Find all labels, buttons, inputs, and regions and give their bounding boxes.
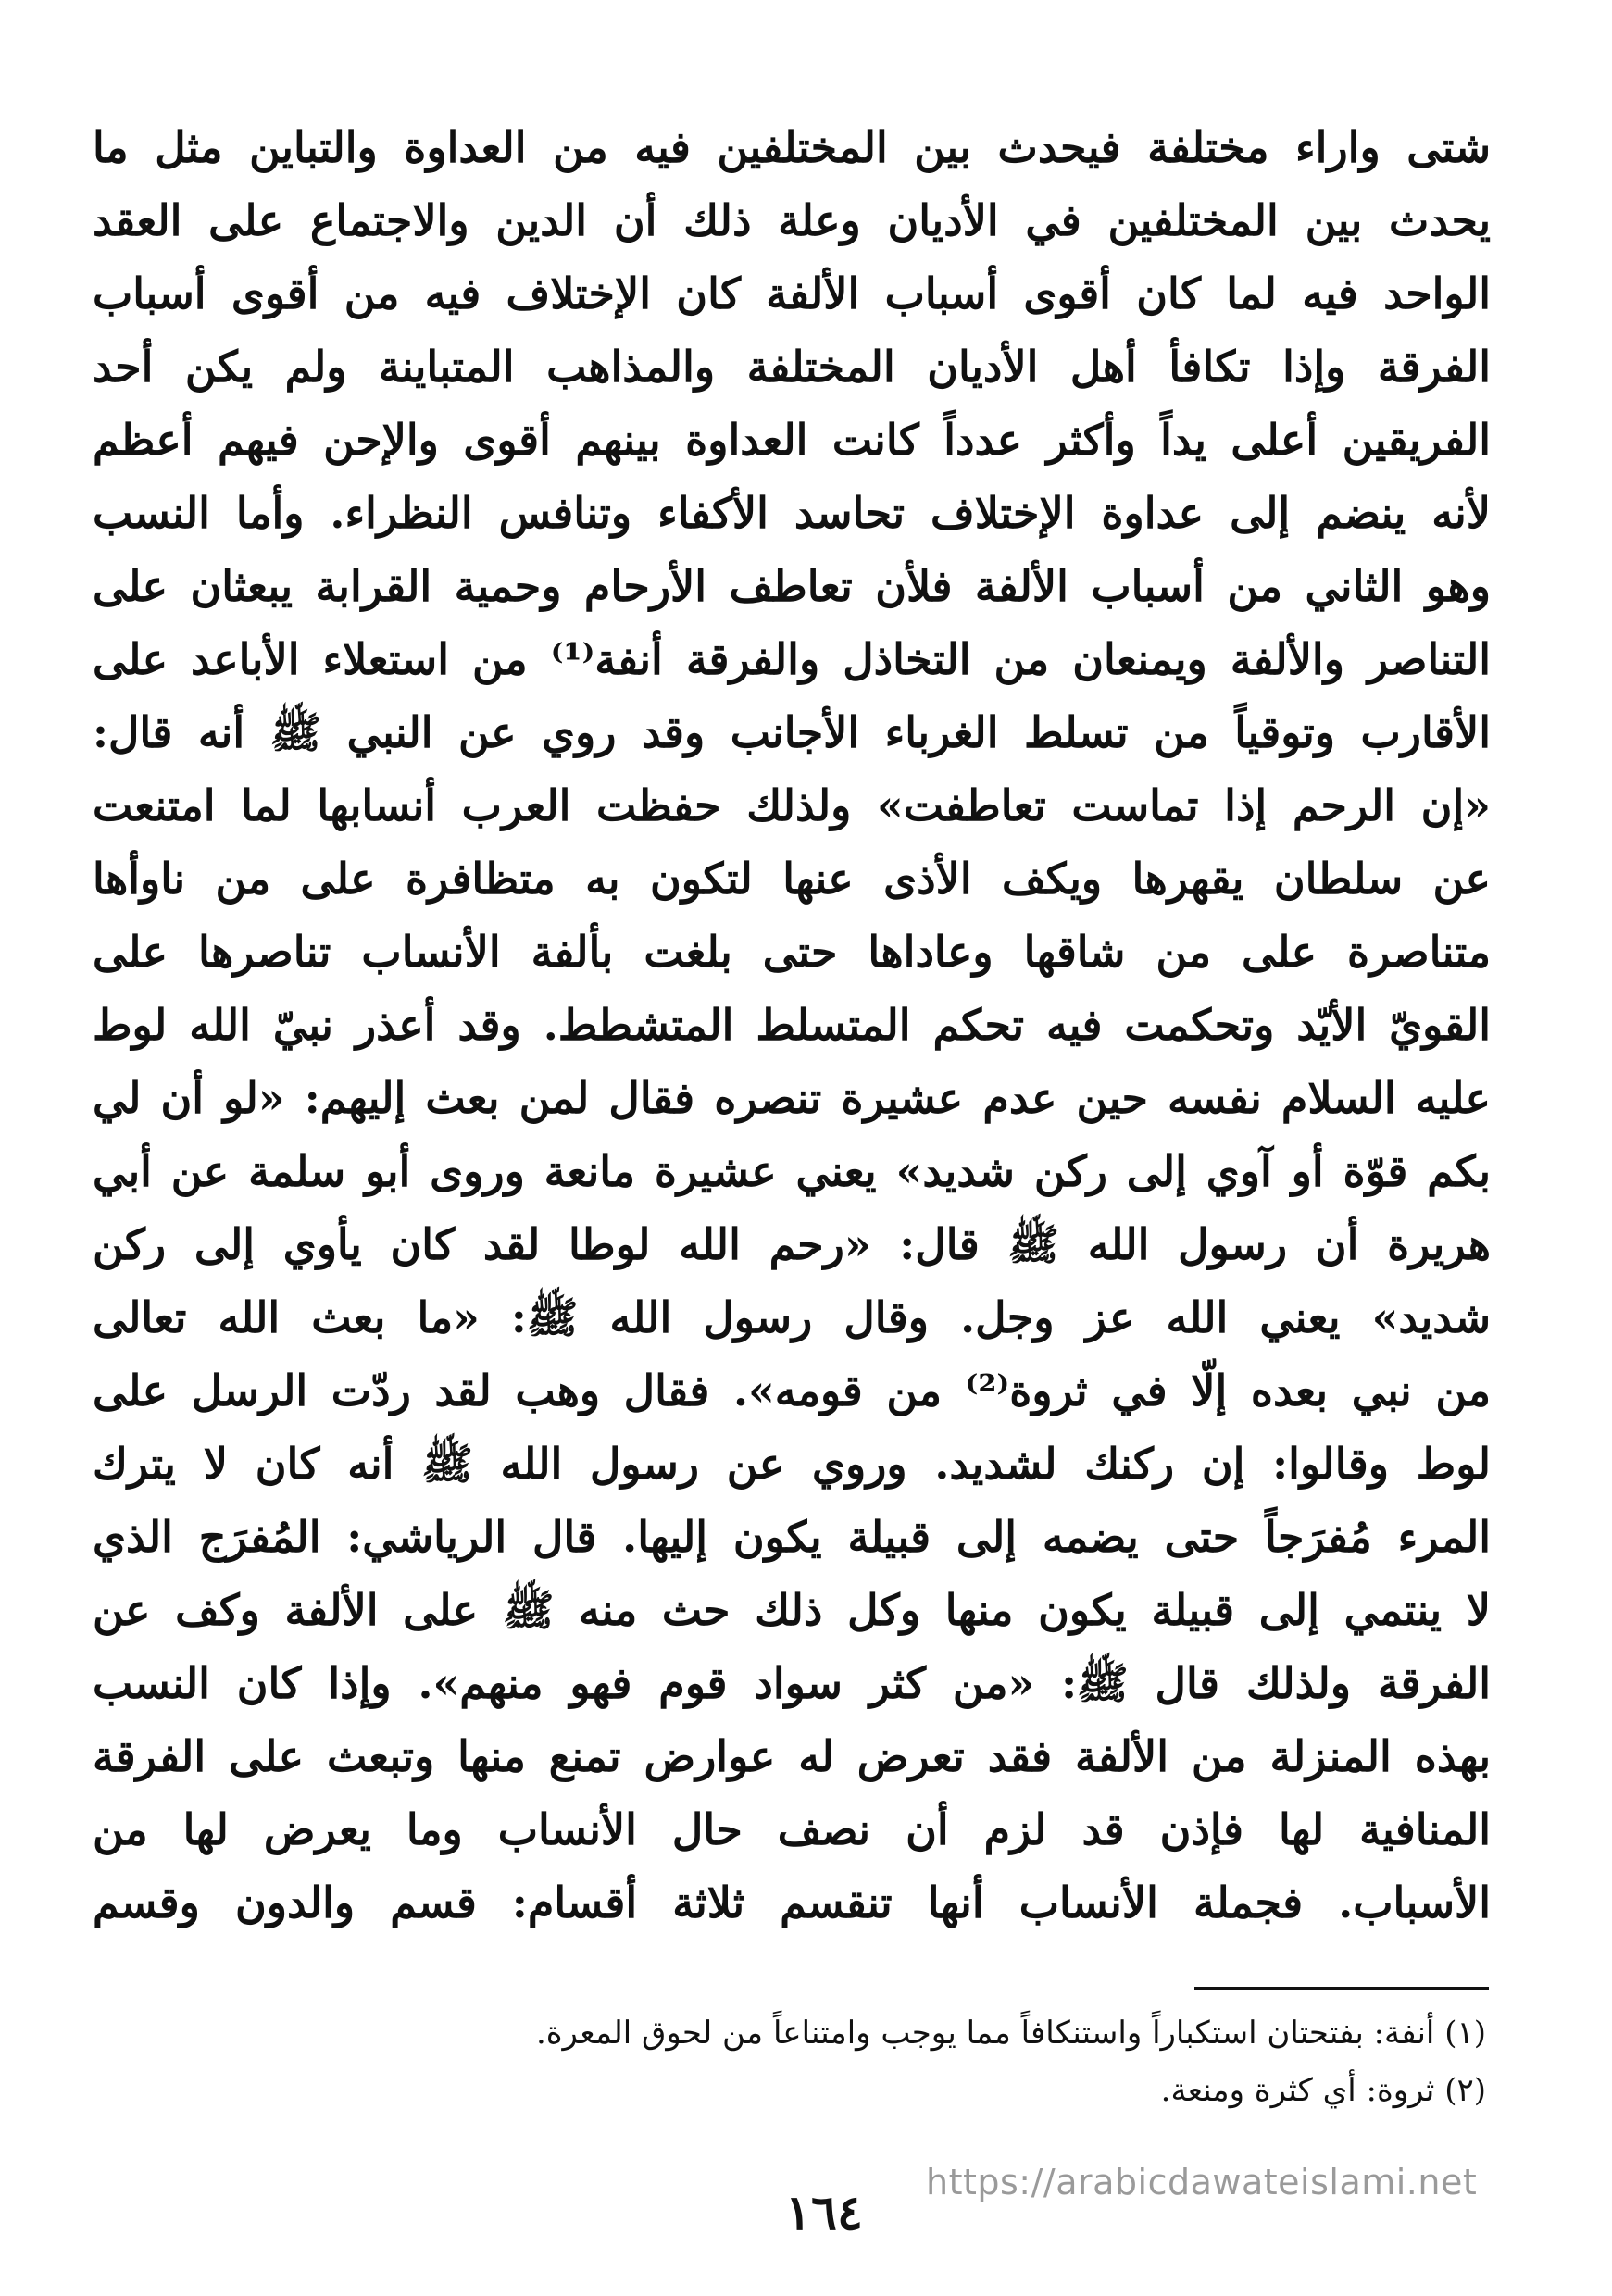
text-line: الفريقين أعلى يداً وأكثر عدداً كانت العداوة بينهم أقوى والإحن فيهم أعظم (93, 415, 1491, 465)
text-line: شديد» يعني الله عز وجل. وقال رسول الله ﷺ: «ما بعث الله تعالى (93, 1292, 1491, 1342)
text-line: بهذه المنزلة من الألفة فقد تعرض له عوارض تمنع منها وتبعث على الفرقة (93, 1731, 1491, 1781)
text-line: الأقارب وتوقياً من تسلط الغرباء الأجانب وقد روي عن النبي ﷺ أنه قال: (93, 707, 1491, 757)
text-line: شتى واراء مختلفة فيحدث بين المختلفين فيه من العداوة والتباين مثل ما (93, 122, 1491, 172)
text-line: القويّ الأيّد وتحكمت فيه تحكم المتسلط المتشطط. وقد أعذر نبيّ الله لوط (93, 1000, 1491, 1050)
watermark-url: https://arabicdawateislami.net (926, 2162, 1478, 2202)
text-line: الأسباب. فجملة الأنساب أنها تنقسم ثلاثة أقسام: قسم والدون وقسم (93, 1878, 1491, 1928)
footnote-2: (٢) ثروة: أي كثرة ومنعة. (1160, 2072, 1486, 2109)
text-line: يحدث بين المختلفين في الأديان وعلة ذلك أن الدين والاجتماع على العقد (93, 195, 1491, 245)
text-line: لأنه ينضم إلى عداوة الإختلاف تحاسد الأكفاء وتنافس النظراء. وأما النسب (93, 488, 1491, 538)
text-line: لا ينتمي إلى قبيلة يكون منها وكل ذلك حث منه ﷺ على الألفة وكف عن (93, 1585, 1491, 1635)
text-line: هريرة أن رسول الله ﷺ قال: «رحم الله لوطا لقد كان يأوي إلى ركن (93, 1219, 1491, 1269)
text-line: المنافية لها فإذن قد لزم أن نصف حال الأنساب وما يعرض لها من (93, 1804, 1491, 1854)
text-line: «إن الرحم إذا تماست تعاطفت» ولذلك حفظت العرب أنسابها لما امتنعت (93, 780, 1491, 830)
page-number: ١٦٤ (785, 2185, 863, 2241)
text-line: التناصر والألفة ويمنعان من التخاذل والفرقة أنفة⁽¹⁾ من استعلاء الأباعد على (93, 634, 1491, 684)
body-text (93, 111, 1491, 1940)
text-line: الفرقة ولذلك قال ﷺ: «من كثر سواد قوم فهو منهم». وإذا كان النسب (93, 1658, 1491, 1708)
footnote-divider (1194, 1987, 1489, 1990)
text-line: عن سلطان يقهرها ويكف الأذى عنها لتكون به متظافرة على من ناوأها (93, 854, 1491, 904)
text-line: الفرقة وإذا تكافأ أهل الأديان المختلفة والمذاهب المتباينة ولم يكن أحد (93, 342, 1491, 392)
text-line: الواحد فيه لما كان أقوى أسباب الألفة كان الإختلاف فيه من أقوى أسباب (93, 268, 1491, 318)
footnotes (278, 2004, 1486, 2119)
text-line: بكم قوّة أو آوي إلى ركن شديد» يعني عشيرة مانعة وروى أبو سلمة عن أبي (93, 1146, 1491, 1196)
text-line: عليه السلام نفسه حين عدم عشيرة تنصره فقال لمن بعث إليهم: «لو أن لي (93, 1073, 1491, 1123)
footnote-1: (١) أنفة: بفتحتان استكباراً واستنكافاً مما يوجب وامتناعاً من لحوق المعرة. (535, 2015, 1486, 2052)
text-line: المرء مُفرَجاً حتى يضمه إلى قبيلة يكون إليها. قال الرياشي: المُفرَج الذي (93, 1512, 1491, 1562)
text-line: لوط وقالوا: إن ركنك لشديد. وروي عن رسول الله ﷺ أنه كان لا يترك (93, 1439, 1491, 1489)
text-line: متناصرة على من شاقها وعاداها حتى بلغت بألفة الأنساب تناصرها على (93, 927, 1491, 977)
text-line: من نبي بعده إلّا في ثروة⁽²⁾ من قومه». فقال وهب لقد ردّت الرسل على (93, 1366, 1491, 1416)
text-line: وهو الثاني من أسباب الألفة فلأن تعاطف الأرحام وحمية القرابة يبعثان على (93, 561, 1491, 611)
